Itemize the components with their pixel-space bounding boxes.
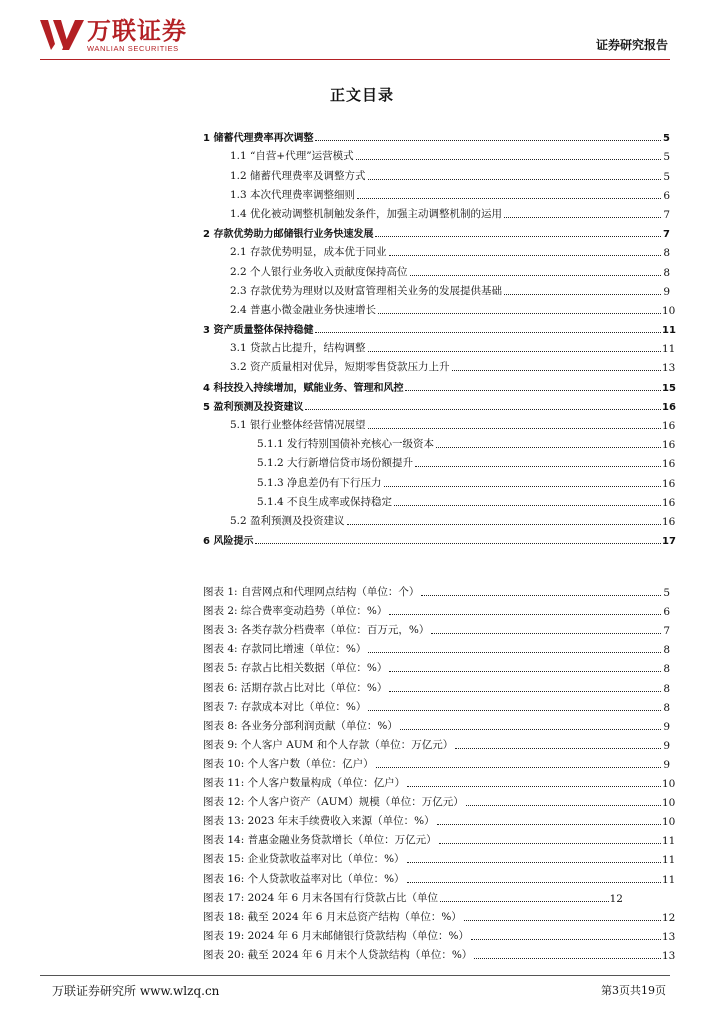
toc-entry-label: 5.2 盈利预测及投资建议 bbox=[230, 514, 345, 527]
toc-entry-label: 1.1 “自营+代理”运营模式 bbox=[230, 150, 354, 163]
dot-leader bbox=[466, 805, 661, 806]
toc-entry[interactable] bbox=[203, 394, 676, 413]
toc-entry[interactable] bbox=[203, 355, 676, 375]
toc-entry[interactable] bbox=[203, 336, 676, 356]
figure-entry-label: 图表 13: 2023 年末手续费收入来源（单位：%） bbox=[203, 815, 435, 828]
figure-entry-page: 11 bbox=[662, 835, 676, 848]
figure-entry[interactable] bbox=[203, 733, 670, 752]
dot-leader bbox=[378, 313, 661, 314]
figure-entry[interactable] bbox=[203, 618, 670, 637]
toc-entry-label: 2.3 存款优势为理财以及财富管理相关业务的发展提供基础 bbox=[230, 284, 503, 297]
toc-entry[interactable] bbox=[203, 451, 676, 471]
figure-entry-label: 图表 2: 综合费率变动趋势（单位：%） bbox=[203, 605, 388, 618]
figure-entry-label: 图表 8: 各业务分部利润贡献（单位：%） bbox=[203, 719, 398, 732]
figure-entry-label: 图表 1: 自营网点和代理网点结构（单位：个） bbox=[203, 586, 420, 599]
dot-leader bbox=[437, 824, 661, 825]
dot-leader bbox=[407, 882, 661, 883]
toc-entry-label: 5.1.4 不良生成率或保持稳定 bbox=[257, 495, 393, 508]
figure-entry-label: 图表 19: 2024 年 6 月末邮储银行贷款结构（单位：%） bbox=[203, 929, 469, 942]
dot-leader bbox=[368, 179, 661, 180]
toc-entry-page: 8 bbox=[663, 247, 670, 260]
figure-entry-label: 图表 12: 个人客户资产（AUM）规模（单位：万亿元） bbox=[203, 796, 464, 809]
toc-entry[interactable] bbox=[203, 183, 670, 202]
figure-entry-page: 10 bbox=[662, 778, 676, 791]
dot-leader bbox=[389, 255, 661, 256]
figure-entry-label: 图表 11: 个人客户数量构成（单位：亿户） bbox=[203, 777, 406, 790]
dot-leader bbox=[410, 275, 661, 276]
toc-entry[interactable] bbox=[203, 432, 676, 452]
toc-entry-page: 10 bbox=[662, 304, 676, 317]
figure-entry-page: 8 bbox=[663, 682, 670, 695]
toc-entry-label: 5.1.3 净息差仍有下行压力 bbox=[257, 476, 382, 489]
toc-entry-label: 4 科技投入持续增加，赋能业务、管理和风控 bbox=[203, 382, 404, 394]
dot-leader bbox=[504, 217, 661, 218]
toc-entry[interactable] bbox=[203, 413, 676, 432]
dot-leader bbox=[471, 939, 661, 940]
dot-leader bbox=[436, 447, 661, 448]
figure-entry[interactable] bbox=[203, 809, 676, 829]
toc-entry[interactable] bbox=[203, 374, 676, 394]
toc-entry-label: 2.2 个人银行业务收入贡献度保持高位 bbox=[230, 265, 408, 278]
toc-entry-page: 7 bbox=[663, 229, 670, 241]
figure-entry[interactable] bbox=[203, 905, 676, 924]
dot-leader bbox=[305, 409, 661, 410]
figure-entry[interactable] bbox=[203, 924, 676, 943]
toc-entry-page: 15 bbox=[662, 382, 676, 394]
toc-entry-page: 16 bbox=[662, 401, 676, 413]
toc-entry-label: 5.1.1 发行特别国债补充核心一级资本 bbox=[257, 438, 435, 451]
toc-entry-label: 5 盈利预测及投资建议 bbox=[203, 401, 304, 413]
toc-entry-page: 9 bbox=[663, 285, 670, 298]
dot-leader bbox=[347, 524, 661, 525]
toc-entry-label: 5.1.2 大行新增信贷市场份额提升 bbox=[257, 457, 414, 470]
dot-leader bbox=[405, 390, 661, 391]
dot-leader bbox=[455, 748, 661, 749]
figure-entry-page: 10 bbox=[662, 797, 676, 810]
toc-entry-page: 16 bbox=[662, 439, 676, 452]
page-title: 正文目录 bbox=[329, 86, 394, 104]
figure-entry-label: 图表 10: 个人客户数（单位：亿户） bbox=[203, 757, 374, 770]
figure-entry[interactable] bbox=[203, 866, 676, 886]
toc-entry-page: 16 bbox=[662, 515, 676, 528]
figure-entry[interactable] bbox=[203, 828, 676, 848]
figure-entry[interactable] bbox=[203, 752, 670, 771]
figure-entry[interactable] bbox=[203, 580, 670, 599]
dot-leader bbox=[440, 901, 609, 902]
toc-entry-label: 1.2 储蓄代理费率及调整方式 bbox=[230, 169, 366, 182]
figure-entry-label: 图表 20: 截至 2024 年 6 月末个人贷款结构（单位：%） bbox=[203, 948, 473, 961]
toc-entry[interactable] bbox=[203, 125, 670, 144]
figure-entry-label: 图表 5: 存款占比相关数据（单位：%） bbox=[203, 662, 388, 675]
toc-entry-label: 2.4 普惠小微金融业务快速增长 bbox=[230, 303, 377, 316]
figure-entry-label: 图表 15: 企业贷款收益率对比（单位：%） bbox=[203, 853, 405, 866]
figure-entry-page: 5 bbox=[663, 587, 670, 600]
figure-entry[interactable] bbox=[203, 714, 670, 733]
toc-entry[interactable] bbox=[203, 317, 676, 337]
logo-english-name: WANLIAN SECURITIES bbox=[87, 44, 179, 53]
dot-leader bbox=[474, 958, 661, 959]
footer-divider bbox=[40, 975, 670, 976]
toc-entry-label: 3 资产质量整体保持稳健 bbox=[203, 325, 314, 337]
figure-entry[interactable] bbox=[203, 943, 676, 962]
figure-entry-page: 13 bbox=[662, 949, 676, 962]
toc-entry-label: 3.2 资产质量相对优异，短期零售贷款压力上升 bbox=[230, 361, 450, 374]
figure-entry-page: 12 bbox=[662, 911, 676, 924]
figure-entry-page: 8 bbox=[663, 701, 670, 714]
figure-entry-page: 13 bbox=[662, 930, 676, 943]
toc-entry-page: 5 bbox=[663, 170, 670, 183]
dot-leader bbox=[357, 198, 661, 199]
logo-chinese-name: 万联证券 bbox=[87, 17, 187, 45]
dot-leader bbox=[407, 786, 661, 787]
figure-entry[interactable] bbox=[203, 637, 670, 656]
toc-entry-label: 3.1 贷款占比提升，结构调整 bbox=[230, 342, 366, 355]
toc-entry[interactable] bbox=[203, 509, 676, 528]
figure-entry-label: 图表 16: 个人贷款收益率对比（单位：%） bbox=[203, 872, 405, 885]
figure-entry-page: 11 bbox=[662, 873, 676, 886]
toc-entry-label: 2 存款优势助力邮储银行业务快速发展 bbox=[203, 229, 374, 241]
dot-leader bbox=[315, 140, 661, 141]
figure-entry-page: 8 bbox=[663, 644, 670, 657]
figure-entry-page: 9 bbox=[663, 758, 670, 771]
figure-entry-label: 图表 4: 存款同比增速（单位：%） bbox=[203, 643, 367, 656]
figure-entry-label: 图表 3: 各类存款分档费率（单位：百万元，%） bbox=[203, 624, 430, 637]
dot-leader bbox=[389, 671, 661, 672]
toc-entry[interactable] bbox=[203, 202, 670, 221]
report-type-label: 证券研究报告 bbox=[595, 38, 668, 52]
toc-entry-page: 8 bbox=[663, 266, 670, 279]
toc-entry[interactable] bbox=[203, 240, 670, 259]
toc-entry-label: 1.4 优化被动调整机制触发条件，加强主动调整机制的运用 bbox=[230, 207, 503, 220]
figure-entry-page: 11 bbox=[662, 854, 676, 867]
figure-entry-label: 图表 7: 存款成本对比（单位：%） bbox=[203, 700, 367, 713]
dot-leader bbox=[452, 370, 661, 371]
figure-entry[interactable] bbox=[203, 847, 676, 867]
figure-entry-label: 图表 14: 普惠金融业务贷款增长（单位：万亿元） bbox=[203, 834, 437, 847]
figure-entry-page: 10 bbox=[662, 816, 676, 829]
dot-leader bbox=[315, 332, 661, 333]
toc-entry-page: 11 bbox=[662, 325, 676, 337]
footer-source: 万联证券研究所 www.wlzq.cn bbox=[52, 984, 220, 998]
toc-entry-page: 16 bbox=[662, 496, 676, 509]
toc-entry-page: 16 bbox=[662, 477, 676, 490]
dot-leader bbox=[400, 729, 661, 730]
dot-leader bbox=[356, 159, 661, 160]
company-logo bbox=[40, 18, 187, 54]
toc-entry-page: 17 bbox=[662, 536, 676, 548]
toc-entry-page: 16 bbox=[662, 458, 676, 471]
dot-leader bbox=[375, 236, 661, 237]
toc-entry-label: 1.3 本次代理费率调整细则 bbox=[230, 188, 356, 201]
figure-entry[interactable] bbox=[203, 599, 670, 618]
figure-entry-label: 图表 6: 活期存款占比对比（单位：%） bbox=[203, 681, 388, 694]
figure-entry-label: 图表 9: 个人客户 AUM 和个人存款（单位：万亿元） bbox=[203, 738, 454, 751]
dot-leader bbox=[368, 710, 661, 711]
figure-entry[interactable] bbox=[203, 656, 670, 675]
toc-entry[interactable] bbox=[203, 163, 670, 182]
toc-entry-label: 1 储蓄代理费率再次调整 bbox=[203, 133, 314, 145]
page-number: 第3页共19页 bbox=[601, 984, 666, 997]
dot-leader bbox=[255, 543, 661, 544]
toc-entry[interactable] bbox=[203, 221, 670, 240]
dot-leader bbox=[384, 486, 661, 487]
toc-entry[interactable] bbox=[203, 490, 676, 509]
toc-entry-page: 7 bbox=[663, 208, 670, 221]
toc-entry-page: 16 bbox=[662, 420, 676, 432]
dot-leader bbox=[389, 614, 661, 615]
toc-entry[interactable] bbox=[203, 470, 676, 490]
dot-leader bbox=[504, 294, 661, 295]
figure-entry[interactable] bbox=[203, 771, 676, 791]
figure-entry[interactable] bbox=[203, 790, 676, 810]
toc-entry-page: 5 bbox=[663, 133, 670, 145]
figure-entry-page: 7 bbox=[663, 625, 670, 638]
figure-entry-page: 9 bbox=[663, 739, 670, 752]
toc-entry-page: 11 bbox=[662, 343, 676, 356]
header-divider bbox=[40, 59, 670, 60]
dot-leader bbox=[464, 920, 661, 921]
dot-leader bbox=[368, 428, 661, 429]
toc-entry-label: 6 风险提示 bbox=[203, 536, 254, 548]
figure-entry-page: 9 bbox=[663, 720, 670, 733]
dot-leader bbox=[368, 652, 661, 653]
figure-entry-page: 8 bbox=[663, 663, 670, 676]
figure-entry[interactable] bbox=[203, 886, 623, 905]
table-of-contents bbox=[203, 125, 676, 548]
page-header bbox=[40, 14, 676, 58]
toc-entry[interactable] bbox=[203, 144, 670, 163]
dot-leader bbox=[407, 862, 661, 863]
toc-entry-page: 13 bbox=[662, 362, 676, 375]
toc-entry[interactable] bbox=[203, 298, 676, 317]
figure-entry[interactable] bbox=[203, 675, 670, 694]
figure-entry[interactable] bbox=[203, 695, 670, 714]
toc-entry[interactable] bbox=[203, 259, 670, 278]
toc-entry-page: 6 bbox=[663, 189, 670, 202]
dot-leader bbox=[415, 466, 661, 467]
figure-entry-label: 图表 17: 2024 年 6 月末各国有行贷款占比（单位 bbox=[203, 891, 438, 904]
dot-leader bbox=[439, 843, 661, 844]
toc-entry[interactable] bbox=[203, 279, 670, 298]
figure-entry-label: 图表 18: 截至 2024 年 6 月末总资产结构（单位：%） bbox=[203, 910, 462, 923]
wanlian-logo-icon bbox=[40, 18, 84, 52]
figure-list bbox=[203, 580, 676, 962]
toc-entry-label: 5.1 银行业整体经营情况展望 bbox=[230, 419, 366, 431]
figure-entry-page: 12 bbox=[609, 892, 623, 905]
dot-leader bbox=[389, 691, 661, 692]
dot-leader bbox=[376, 767, 661, 768]
dot-leader bbox=[431, 633, 661, 634]
figure-entry-page: 6 bbox=[663, 606, 670, 619]
toc-entry-label: 2.1 存款优势明显，成本优于同业 bbox=[230, 246, 387, 259]
dot-leader bbox=[368, 351, 661, 352]
dot-leader bbox=[394, 505, 661, 506]
toc-entry[interactable] bbox=[203, 528, 676, 548]
dot-leader bbox=[421, 595, 661, 596]
toc-entry-page: 5 bbox=[663, 151, 670, 164]
